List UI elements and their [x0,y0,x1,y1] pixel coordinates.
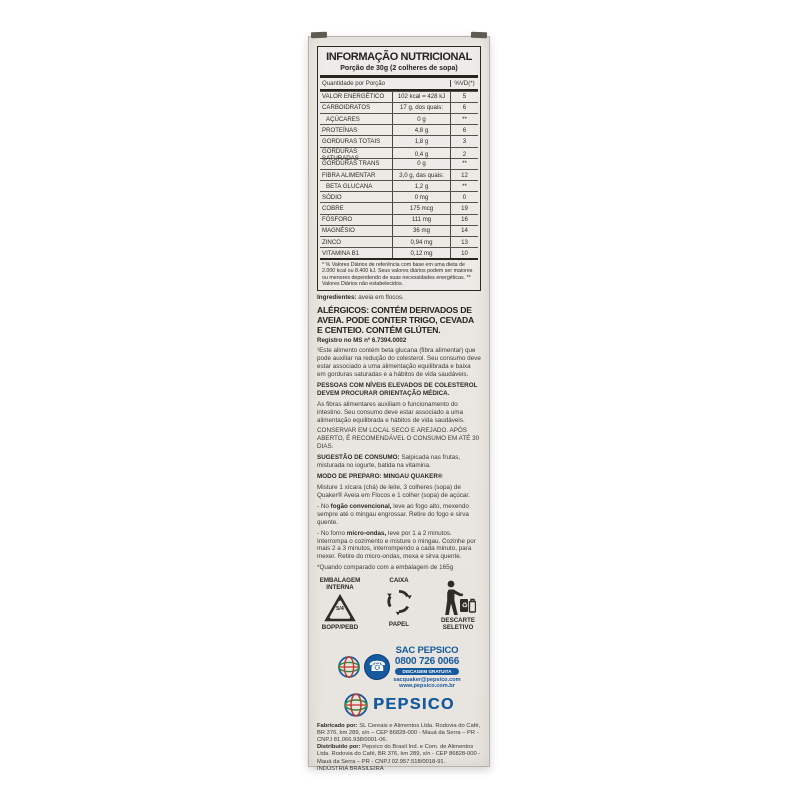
microwave-prefix: - No forno [317,529,347,537]
nutrient-name: VALOR ENERGÉTICO [320,92,393,102]
sac-text-column [393,645,460,689]
nutrient-name: GORDURAS TOTAIS [320,136,393,146]
nutrient-name: VITAMINA B1 [320,248,393,258]
stove-prefix: - No [317,502,331,510]
nutrient-amount: 36 mg [393,226,451,236]
nutrient-name: PROTEÍNAS [320,125,393,135]
nutrient-dv: 6 [462,104,467,112]
nutrient-amount: 17 g, dos quais: [393,103,451,113]
beta-glucan-claim: ¹Este alimento contém beta glucana (fibra alimentar) que pode auxiliar na redução do colesterol. Seu consumo deve estar associado a uma alimentação equilibrada e baixa em gorduras saturadas e a hábitos de vida saudáveis. [317,347,481,378]
sac-contact-block [317,645,481,689]
stove-bold: fogão convencional, [330,502,392,510]
nutrition-facts-table [317,46,481,291]
inner-packaging-material: BOPP/PEBD [321,623,359,631]
cholesterol-advice: PESSOAS COM NÍVEIS ELEVADOS DE COLESTEROL DEVEM PROCURAR ORIENTAÇÃO MÉDICA. [317,381,478,397]
nutrient-amount: 4,8 g [393,125,451,135]
inner-packaging-title: EMBALAGEM INTERNA [319,577,361,592]
nutrient-dv: 19 [461,205,468,213]
serving-suggestion [317,454,481,470]
nutrient-amount: 111 mg [393,215,451,225]
nutrient-name: COBRE [320,203,393,213]
table-row [320,202,478,213]
recycle-arrows-icon [385,588,413,620]
table-row [320,247,478,258]
inner-packaging-recycling [317,578,363,631]
table-row [320,225,478,236]
storage-instructions: CONSERVAR EM LOCAL SECO E AREJADO. APÓS ABERTO, É RECOMENDÁVEL O CONSUMO EM ATÉ 30 DIAS. [317,427,480,451]
ingredients-label: Ingredientes: [317,293,357,301]
nutrient-amount: 1,8 g [393,136,451,146]
resin-code-triangle-icon [324,594,356,623]
nutrient-amount: 3,0 g, das quais: [393,170,451,180]
carton-title: CAIXA [389,577,409,585]
nutrient-amount: 0,4 g [393,148,451,162]
manufacturer-info [317,723,481,773]
nutrient-name: CARBOIDRATOS [320,103,393,113]
table-row [320,113,478,124]
selective-disposal-label: DESCARTE SELETIVO [440,617,476,632]
manufactured-by-text: SL Cereais e Alimentos Ltda. Rodovia do Café, BR 376, km 289, s/n – CEP 86828-000 - Mauá da Serra – PR - CNPJ 81.066.938/0001-06. [317,722,481,744]
table-row [320,158,478,169]
table-row [320,124,478,135]
table-row [320,91,478,102]
carton-recycling [376,578,422,628]
recycling-icons-row [317,578,481,640]
nutrient-dv: ** [462,160,467,168]
ingredients-text: aveia em flocos. [358,293,404,301]
stove-instructions [317,503,481,527]
pepsico-wordmark: PEPSICO [373,695,455,713]
globe-icon [337,655,361,679]
table-header-row [320,78,478,89]
nutrient-amount: 0 g [393,114,451,124]
distributed-by-label: Distribuído por: [317,744,361,751]
preparation-heading: MODO DE PREPARO: MINGAU QUAKER® [317,473,443,481]
nutrient-amount: 0,94 mg [393,237,451,247]
toll-free-badge: DISCAGEM GRATUITA [395,668,458,675]
distributed-by-text: Pepsico do Brasil Ind. e Com. de Alimentos Ltda. Rodovia do Café, BR 376, km 289, s/n - CEP 86828-000 - Mauá da Serra – PR - CNPJ 02.957.518/0018-91. [317,744,481,765]
nutrient-dv: 12 [461,171,468,179]
nutrient-dv: 3 [462,137,467,145]
sac-website: www.pepsico.com.br [399,682,455,689]
fiber-info: As fibras alimentares auxiliam o funcionamento do intestino. Seu consumo deve estar associado a uma alimentação equilibrada e hábitos de vida saudáveis. [317,400,465,424]
selective-disposal [435,578,481,632]
box-flap-left [311,32,327,39]
table-row [320,135,478,146]
serving-size: Porção de 30g (2 colheres de sopa) [340,65,458,72]
nutrient-amount: 175 mcg [393,203,451,213]
nutrient-name: GORDURAS SATURADAS [320,148,393,162]
microwave-bold: micro-ondas, [346,529,387,537]
ingredients-line [317,294,481,302]
carton-material: PAPEL [388,621,410,629]
table-row [320,236,478,247]
nutrient-dv: 14 [461,227,468,235]
nutrition-title: INFORMAÇÃO NUTRICIONAL [326,51,472,63]
nutrient-dv: 0 [462,193,467,201]
nutrient-name: MAGNÉSIO [320,226,393,236]
svg-text:♻: ♻ [461,601,468,610]
microwave-rest: leve por 1 a 2 minutos. Interrompa o cozimento e misture o mingau. Cozinhe por mais 2 a 3 minutos, interrompendo a cada minuto, para mexer. Retire do micro-ondas, mexa e sirva quente. [317,529,476,561]
sac-phone-number: 0800 726 0066 [394,656,460,668]
sac-email: sacquaker@pepsico.com [393,676,461,683]
microwave-instructions [317,530,481,562]
pepsico-logo-row [317,692,481,718]
resin-code: 5/4 [336,605,344,612]
phone-icon [364,654,390,680]
nutrient-name: AÇÚCARES [320,114,393,124]
table-row [320,214,478,225]
table-row [320,147,478,162]
preparation-intro: Misture 1 xícara (chá) de leite, 3 colheres (sopa) de Quaker® Aveia em Flocos e 1 colher (sopa) de açúcar. [317,483,470,499]
table-row [320,180,478,191]
nutrient-name: FIBRA ALIMENTAR [320,170,393,180]
nutrient-amount: 102 kcal = 428 kJ [393,92,451,102]
sac-title: SAC PEPSICO [395,645,459,657]
nutrient-dv: 6 [462,126,467,134]
cereal-box-back-panel [308,36,490,772]
nutrient-dv: 2 [462,151,467,159]
nutrient-amount: 0 g [393,159,451,169]
nutrient-name: BETA GLUCANA [320,181,393,191]
nutrient-dv: ** [462,115,467,123]
tidy-man-icon [440,578,476,618]
table-row [320,169,478,180]
manufactured-by-label: Fabricado por: [317,722,358,729]
nutrient-dv: 5 [462,93,467,101]
daily-values-footnote: * % Valores Diários de referência com base em uma dieta de 2.000 kcal ou 8.400 kJ. Seus valores diários podem ser maiores ou menores dependendo de suas necessidades energéticas. ** Valores Diários não estabelecidos. [322,262,473,288]
nutrient-name: SÓDIO [320,192,393,202]
nutrient-amount: 0,12 mg [393,248,451,258]
column-header-quantity: Quantidade por Porção [320,80,451,87]
serving-suggestion-label: SUGESTÃO DE CONSUMO: [317,454,400,462]
nutrient-amount: 1,2 g [393,181,451,191]
nutrient-amount: 0 mg [393,192,451,202]
package-comparison-note: *Quando comparado com a embalagem de 165g [317,564,454,572]
box-flap-right [471,32,487,39]
stove-rest: leve ao fogo alto, mexendo sempre até o mingau engrossar. Retire do fogo e sirva quente. [317,502,469,526]
nutrient-name: FÓSFORO [320,215,393,225]
phone-glyph: ☎ [368,658,387,675]
nutrient-dv: 10 [461,249,468,257]
column-header-dv: %VD(*) [454,80,475,87]
table-row [320,191,478,202]
globe-icon [343,692,369,718]
nutrient-name: GORDURAS TRANS [320,159,393,169]
nutrient-dv: 16 [461,216,468,224]
ms-registration: Registro no MS nº 6.7394.0002 [317,337,407,345]
nutrient-dv: ** [462,182,467,190]
allergens-warning: ALÉRGICOS: CONTÉM DERIVADOS DE AVEIA. PODE CONTER TRIGO, CEVADA E CENTEIO. CONTÉM GLÚTEN. [317,304,474,336]
nutrient-dv: 13 [461,238,468,246]
industry-origin: INDÚSTRIA BRASILEIRA [317,765,384,772]
table-row [320,102,478,113]
nutrient-name: ZINCO [320,237,393,247]
serving-suggestion-text: Salpicada nas frutas, misturada no iogurte, batida na vitamina. [317,454,461,470]
